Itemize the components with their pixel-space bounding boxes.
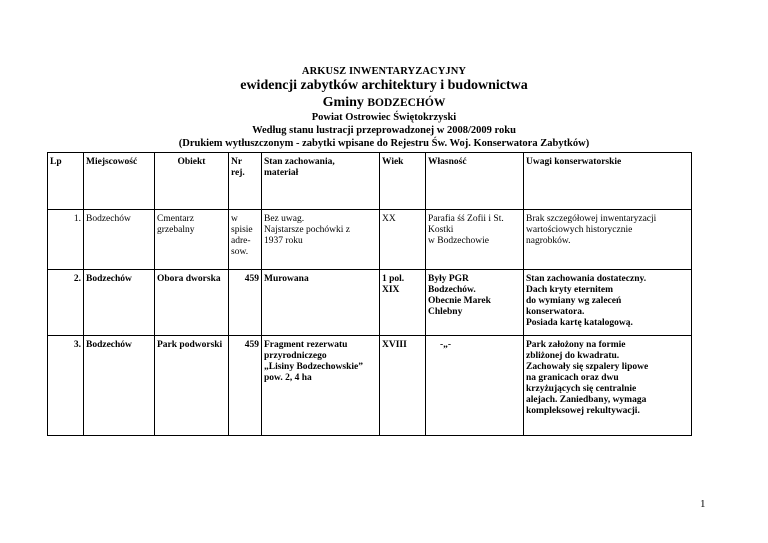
cell-uwagi xyxy=(524,270,692,336)
cell-stan-line: Fragment rezerwatu xyxy=(264,340,348,350)
cell-uwagi-line: krzyżujących się centralnie xyxy=(526,384,637,394)
table-row xyxy=(48,210,692,270)
header-nr-rej-line2: rej. xyxy=(231,168,245,178)
cell-obiekt-line: Cmentarz xyxy=(157,214,194,224)
cell-miejscowosc: Bodzechów xyxy=(84,270,155,336)
cell-nr-line: w xyxy=(231,214,238,224)
inventory-table xyxy=(47,152,692,436)
cell-uwagi-line: do wymiany wg zaleceń xyxy=(526,296,622,306)
cell-nr-line: spisie xyxy=(231,225,253,235)
header-miejscowosc: Miejscowość xyxy=(84,153,155,210)
cell-uwagi-line: na granicach oraz dwu xyxy=(526,373,619,383)
cell-uwagi-line: Zachowały się szpalery lipowe xyxy=(526,362,649,372)
cell-wlasnosc-line: Kostki xyxy=(428,225,454,235)
cell-uwagi xyxy=(524,336,692,436)
document-powiat: Powiat Ostrowiec Świętokrzyski xyxy=(311,112,457,123)
cell-obiekt: Obora dworska xyxy=(155,270,229,336)
cell-stan-line: „Lisiny Bodzechowskie” xyxy=(264,362,363,372)
cell-obiekt xyxy=(155,210,229,270)
cell-wlasnosc-line: Chlebny xyxy=(428,307,463,317)
cell-lp: 3. xyxy=(48,336,84,436)
header-stan-line1: Stan zachowania, xyxy=(264,157,335,167)
header-stan xyxy=(262,153,380,210)
page-number: 1 xyxy=(700,498,706,510)
cell-stan-line: przyrodniczego xyxy=(264,351,327,361)
cell-wiek-line: XIX xyxy=(382,285,400,295)
cell-wlasnosc xyxy=(426,270,524,336)
cell-lp: 2. xyxy=(48,270,84,336)
cell-stan-line: Bez uwag. xyxy=(264,214,305,224)
gmina-name: BODZECHÓW xyxy=(367,97,446,109)
cell-stan-line: Najstarsze pochówki z xyxy=(264,225,350,235)
cell-uwagi-line: nagrobków. xyxy=(526,236,571,246)
cell-uwagi-line: Dach kryty eternitem xyxy=(526,285,614,295)
document-heading: ARKUSZ INWENTARYZACYJNY xyxy=(301,66,467,77)
cell-uwagi-line: kompleksowej rekultywacji. xyxy=(526,406,640,416)
header-lp: Lp xyxy=(48,153,84,210)
cell-wlasnosc-line: Bodzechów. xyxy=(428,285,476,295)
cell-uwagi-line: zbliżonej do kwadratu. xyxy=(526,351,620,361)
cell-stan xyxy=(262,336,380,436)
cell-uwagi xyxy=(524,210,692,270)
cell-wlasnosc-line: Były PGR xyxy=(428,274,469,284)
cell-stan: Murowana xyxy=(262,270,380,336)
cell-wlasnosc-line: w Bodzechowie xyxy=(428,236,489,246)
cell-stan-line: 1937 roku xyxy=(264,236,303,246)
table-row xyxy=(48,270,692,336)
cell-uwagi-line: wartościowych historycznie xyxy=(526,225,633,235)
cell-stan-line: pow. 2, 4 ha xyxy=(264,373,312,383)
cell-nr xyxy=(229,210,262,270)
cell-obiekt: Park podworski xyxy=(155,336,229,436)
cell-uwagi-line: Park założony na formie xyxy=(526,340,626,350)
header-nr-rej-line1: Nr xyxy=(231,157,243,167)
document-state-date: Według stanu lustracji przeprowadzonej w 2008/2009 roku xyxy=(252,125,516,136)
cell-stan xyxy=(262,210,380,270)
header-obiekt: Obiekt xyxy=(155,153,229,210)
cell-nr-line: adre- xyxy=(231,236,251,246)
cell-wiek-line: 1 pol. xyxy=(382,274,405,284)
cell-miejscowosc: Bodzechów xyxy=(84,336,155,436)
cell-lp: 1. xyxy=(48,210,84,270)
header-wlasnosc: Własność xyxy=(426,153,524,210)
cell-nr-line: sow. xyxy=(231,247,249,257)
document-gmina xyxy=(0,95,768,111)
header-nr-rej xyxy=(229,153,262,210)
cell-wlasnosc xyxy=(426,210,524,270)
cell-wiek: XVIII xyxy=(380,336,426,436)
header-uwagi: Uwagi konserwatorskie xyxy=(524,153,692,210)
header-stan-line2: materiał xyxy=(264,168,299,178)
header-wiek: Wiek xyxy=(380,153,426,210)
cell-obiekt-line: grzebalny xyxy=(157,225,195,235)
cell-nr: 459 xyxy=(229,270,262,336)
cell-wiek xyxy=(380,270,426,336)
cell-uwagi-line: Stan zachowania dostateczny. xyxy=(526,274,647,284)
document-title: ewidencji zabytków architektury i budownictwa xyxy=(240,78,528,93)
cell-uwagi-line: Posiada kartę katalogową. xyxy=(526,318,633,328)
document-legend-note: (Drukiem wytłuszczonym - zabytki wpisane do Rejestru Św. Woj. Konserwatora Zabytków) xyxy=(178,138,590,149)
cell-wlasnosc: -„- xyxy=(426,336,524,436)
cell-wlasnosc-line: Obecnie Marek xyxy=(428,296,491,306)
table-header-row xyxy=(48,153,692,210)
cell-nr: 459 xyxy=(229,336,262,436)
gmina-label: Gminy xyxy=(322,95,368,110)
cell-uwagi-line: konserwatora. xyxy=(526,307,585,317)
table-row xyxy=(48,336,692,436)
cell-miejscowosc: Bodzechów xyxy=(84,210,155,270)
cell-wiek: XX xyxy=(380,210,426,270)
cell-uwagi-line: Brak szczegółowej inwentaryzacji xyxy=(526,214,657,224)
cell-wlasnosc-line: Parafia śś Zofii i St. xyxy=(428,214,504,224)
cell-uwagi-line: alejach. Zaniedbany, wymaga xyxy=(526,395,647,405)
